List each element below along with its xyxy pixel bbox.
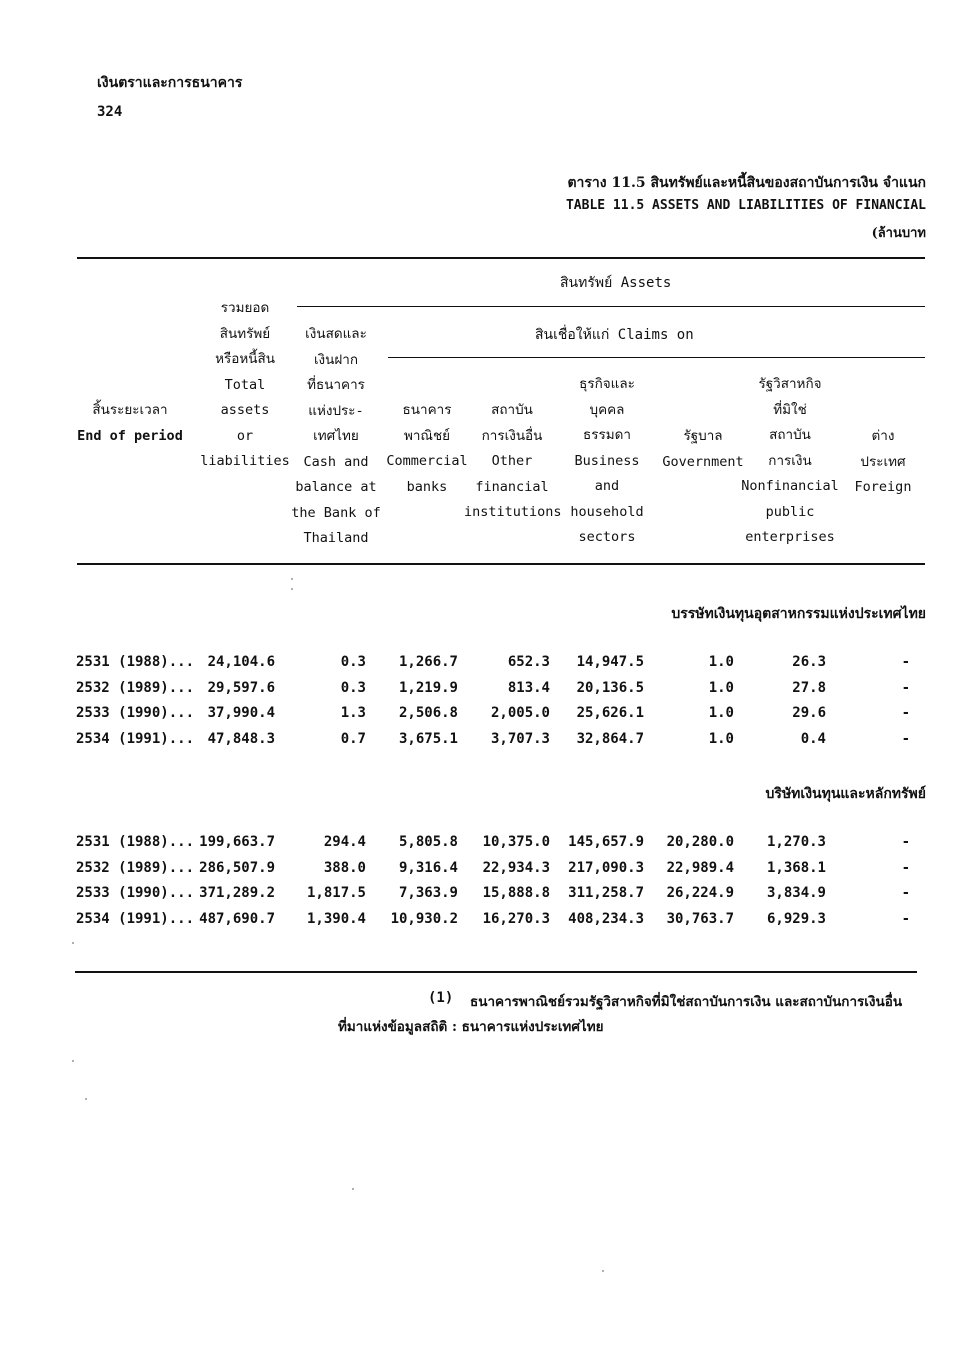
- total-en-1: Total: [224, 376, 266, 393]
- cell-nonfin: 26.3: [792, 654, 826, 670]
- cell-total: 37,990.4: [207, 705, 275, 722]
- foreign-en: Foreign: [854, 479, 912, 495]
- total-thai-1: รวมยอด: [220, 300, 270, 316]
- cell-period: 2533 (1990)...: [76, 705, 195, 722]
- business-en-2: and: [594, 478, 620, 494]
- table-row: [0, 911, 966, 933]
- table-row: [0, 885, 966, 907]
- foreign-thai-2: ประเทศ: [860, 453, 906, 470]
- cell-commercial: 9,316.4: [398, 859, 458, 876]
- cell-nonfin: 0.4: [800, 731, 826, 748]
- cell-total: 487,690.7: [199, 911, 275, 928]
- cell-foreign: -: [901, 859, 910, 876]
- cell-foreign: -: [901, 679, 910, 696]
- cell-government: 1.0: [708, 679, 734, 696]
- claims-on-heading: สินเชื่อให้แก่ Claims on: [535, 327, 694, 343]
- cell-nonfin: 6,929.3: [766, 911, 826, 928]
- cell-foreign: -: [901, 885, 910, 902]
- cell-nonfin: 1,270.3: [766, 834, 826, 850]
- cell-other-fin: 10,375.0: [482, 834, 550, 850]
- cell-cash: 1,390.4: [306, 911, 366, 928]
- header-bottom-rule: [77, 563, 925, 565]
- col-other-fin-heading: [464, 398, 560, 526]
- table-row: [0, 731, 966, 753]
- cell-period: 2531 (1988)...: [76, 654, 195, 670]
- cash-thai-4: แห่งประ-: [308, 402, 364, 419]
- cell-commercial: 1,219.9: [398, 679, 458, 696]
- cell-government: 26,224.9: [666, 885, 734, 902]
- assets-rule: [297, 306, 925, 307]
- cash-en-4: Thailand: [303, 530, 369, 546]
- table-title-thai: ตาราง 11.5 สินทรัพย์และหนี้สินของสถาบันการเงิน จำแนก: [567, 175, 926, 191]
- cell-cash: 388.0: [323, 859, 366, 876]
- table-bottom-rule: [75, 971, 917, 973]
- cell-business: 32,864.7: [576, 731, 644, 748]
- cell-nonfin: 3,834.9: [766, 885, 826, 902]
- scan-speck: [72, 1060, 74, 1062]
- cell-nonfin: 1,368.1: [766, 859, 826, 876]
- table-row: [0, 705, 966, 727]
- cash-en-3: the Bank of: [291, 504, 381, 521]
- business-thai-3: ธรรมดา: [583, 427, 631, 443]
- cell-period: 2532 (1989)...: [76, 859, 195, 876]
- cell-total: 286,507.9: [199, 859, 275, 876]
- cell-period: 2533 (1990)...: [76, 885, 195, 902]
- scan-speck: [72, 942, 74, 944]
- cell-commercial: 7,363.9: [398, 885, 458, 902]
- cell-foreign: -: [901, 731, 910, 748]
- col-cash-heading: [288, 322, 384, 552]
- other-fin-en-1: Other: [491, 453, 533, 469]
- cell-cash: 1,817.5: [306, 885, 366, 902]
- cell-foreign: -: [901, 654, 910, 670]
- cell-other-fin: 22,934.3: [482, 859, 550, 876]
- cell-cash: 0.3: [340, 654, 366, 670]
- cell-business: 25,626.1: [576, 705, 644, 722]
- cell-other-fin: 813.4: [507, 679, 550, 696]
- nonfin-thai-2: ที่มิใช่: [773, 401, 807, 418]
- cell-commercial: 2,506.8: [398, 705, 458, 722]
- cell-other-fin: 15,888.8: [482, 885, 550, 902]
- cell-cash: 294.4: [323, 834, 366, 850]
- cell-period: 2532 (1989)...: [76, 679, 195, 696]
- cash-thai-1: เงินสดและ: [305, 326, 367, 342]
- cell-period: 2534 (1991)...: [76, 911, 195, 928]
- footnote-marker: (1): [428, 990, 454, 1006]
- business-thai-1: ธุรกิจและ: [579, 376, 635, 392]
- table-row: [0, 860, 966, 882]
- foreign-thai-1: ต่าง: [871, 428, 895, 444]
- cell-government: 1.0: [708, 731, 734, 748]
- cell-government: 1.0: [708, 705, 734, 722]
- commercial-thai-2: พาณิชย์: [403, 427, 451, 444]
- table-row: [0, 680, 966, 702]
- cell-business: 20,136.5: [576, 679, 644, 696]
- cash-thai-2: เงินฝาก: [313, 351, 359, 368]
- assets-heading: สินทรัพย์ Assets: [560, 275, 672, 291]
- total-thai-2: สินทรัพย์: [219, 325, 271, 342]
- cell-commercial: 10,930.2: [390, 911, 458, 928]
- cash-en-2: balance at: [295, 479, 377, 495]
- total-en-2: assets: [220, 402, 270, 418]
- col-commercial-heading: [385, 398, 469, 500]
- cell-nonfin: 29.6: [792, 705, 826, 722]
- unit-label: (ล้านบาท: [871, 226, 926, 241]
- scan-speck: [85, 1098, 87, 1100]
- other-fin-en-3: institutions: [464, 504, 562, 520]
- col-total-heading: [195, 296, 295, 475]
- running-title: เงินตราและการธนาคาร: [97, 75, 243, 91]
- cell-government: 22,989.4: [666, 859, 734, 876]
- cell-business: 408,234.3: [568, 911, 644, 928]
- section-label-finance-companies: บริษัทเงินทุนและหลักทรัพย์: [765, 786, 926, 802]
- scan-speck: [352, 1188, 354, 1190]
- cash-en-1: Cash and: [303, 453, 369, 470]
- cell-period: 2534 (1991)...: [76, 731, 195, 748]
- cell-total: 371,289.2: [199, 885, 275, 902]
- cell-business: 145,657.9: [568, 834, 644, 850]
- col-foreign-heading: [848, 424, 918, 501]
- other-fin-en-2: financial: [475, 478, 549, 495]
- cell-total: 199,663.7: [199, 834, 275, 850]
- cell-cash: 0.3: [340, 679, 366, 696]
- scan-speck: [291, 588, 293, 590]
- section-label-ifct: บรรษัทเงินทุนอุตสาหกรรมแห่งประเทศไทย: [671, 606, 926, 622]
- government-en: Government: [662, 453, 744, 470]
- cell-period: 2531 (1988)...: [76, 834, 195, 850]
- cell-government: 1.0: [708, 654, 734, 670]
- cell-cash: 1.3: [340, 705, 366, 722]
- cell-commercial: 1,266.7: [398, 654, 458, 670]
- nonfin-thai-3: สถาบัน: [769, 427, 811, 443]
- nonfin-en-3: enterprises: [745, 529, 835, 545]
- cell-other-fin: 16,270.3: [482, 911, 550, 928]
- col-period-heading: [70, 398, 190, 449]
- cell-business: 217,090.3: [568, 859, 644, 876]
- scan-speck: [602, 1270, 604, 1272]
- commercial-en-1: Commercial: [386, 453, 468, 469]
- col-government-heading: [660, 424, 746, 475]
- cell-other-fin: 2,005.0: [490, 705, 550, 722]
- cell-business: 14,947.5: [576, 654, 644, 670]
- cash-thai-3: ที่ธนาคาร: [307, 377, 365, 393]
- col-business-heading: [562, 372, 652, 551]
- cell-foreign: -: [901, 911, 910, 928]
- cell-business: 311,258.7: [568, 885, 644, 902]
- cell-total: 47,848.3: [207, 731, 275, 748]
- business-en-3: household: [570, 503, 644, 520]
- cell-government: 30,763.7: [666, 911, 734, 928]
- total-en-3: or: [236, 427, 254, 444]
- claims-rule: [388, 357, 925, 358]
- cell-foreign: -: [901, 834, 910, 850]
- footnote-text: ธนาคารพาณิชย์รวมรัฐวิสาหกิจที่มิใช่สถาบันการเงิน และสถาบันการเงินอื่น: [470, 994, 903, 1010]
- cell-commercial: 5,805.8: [398, 834, 458, 850]
- government-thai: รัฐบาล: [683, 428, 723, 444]
- nonfin-thai-1: รัฐวิสาหกิจ: [758, 376, 822, 392]
- cell-government: 20,280.0: [666, 834, 734, 850]
- table-row: [0, 654, 966, 676]
- cell-foreign: -: [901, 705, 910, 722]
- total-en-4: liabilities: [200, 453, 290, 469]
- commercial-en-2: banks: [406, 478, 448, 495]
- cell-other-fin: 652.3: [507, 654, 550, 670]
- header-top-rule: [77, 257, 925, 259]
- other-fin-thai-1: สถาบัน: [491, 402, 533, 418]
- period-english: End of period: [77, 427, 183, 444]
- nonfin-en-1: Nonfinancial: [741, 478, 839, 494]
- cell-commercial: 3,675.1: [398, 731, 458, 748]
- table-title-english: TABLE 11.5 ASSETS AND LIABILITIES OF FINANCIAL: [565, 198, 926, 213]
- business-en-1: Business: [574, 452, 640, 469]
- source-note: ที่มาแห่งข้อมูลสถิติ : ธนาคารแห่งประเทศไทย: [338, 1019, 604, 1035]
- col-nonfin-heading: [738, 372, 842, 551]
- nonfin-thai-4: การเงิน: [768, 452, 812, 469]
- page-number: 324: [97, 104, 123, 120]
- business-en-4: sectors: [578, 529, 636, 545]
- period-thai: สิ้นระยะเวลา: [92, 402, 168, 418]
- cell-cash: 0.7: [340, 731, 366, 748]
- cash-thai-5: เทศไทย: [313, 428, 359, 444]
- cell-total: 29,597.6: [207, 679, 275, 696]
- commercial-thai-1: ธนาคาร: [402, 402, 452, 418]
- nonfin-en-2: public: [765, 503, 815, 520]
- table-row: [0, 834, 966, 856]
- total-thai-3: หรือหนี้สิน: [215, 351, 275, 367]
- cell-other-fin: 3,707.3: [490, 731, 550, 748]
- cell-nonfin: 27.8: [792, 679, 826, 696]
- other-fin-thai-2: การเงินอื่น: [481, 427, 543, 444]
- business-thai-2: บุคคล: [589, 401, 625, 418]
- scan-speck: [291, 578, 293, 580]
- cell-total: 24,104.6: [207, 654, 275, 670]
